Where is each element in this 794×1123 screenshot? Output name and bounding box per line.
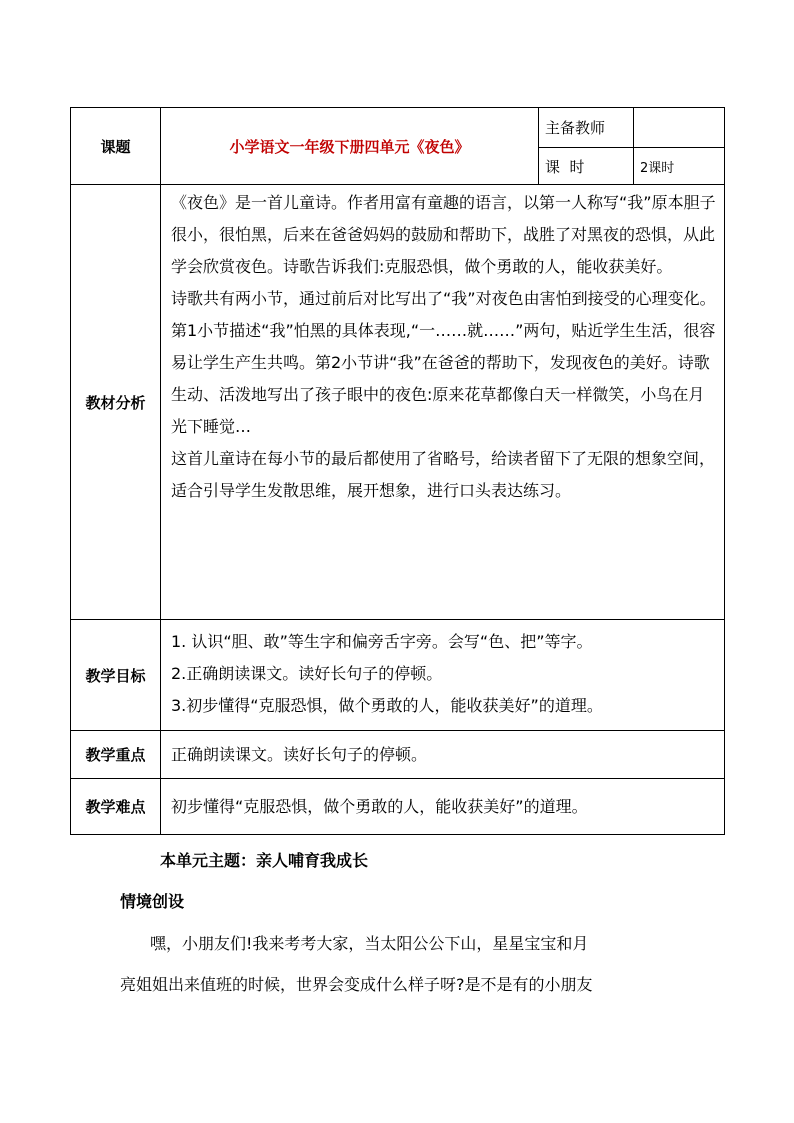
hours-value: 2课时: [634, 148, 725, 185]
analysis-paragraph: 《夜色》是一首儿童诗。作者用富有童趣的语言，以第一人称写“我”原本胆子很小，很怕黑，后来在爸爸妈妈的鼓励和帮助下，战胜了对黑夜的恐惧，从此学会欣赏夜色。诗歌告诉我们:克服恐惧，做个勇敢的人，能收获美好。: [171, 193, 716, 276]
goals-content: [161, 620, 725, 731]
goal-item: 1. 认识“胆、敢”等生字和偏旁舌字旁。会写“色、把”等字。: [171, 632, 593, 651]
unit-theme: 本单元主题：亲人哺育我成长: [160, 851, 369, 870]
teacher-label: 主备教师: [539, 108, 634, 148]
goal-item: 2.正确朗读课文。读好长句子的停顿。: [171, 664, 443, 683]
analysis-paragraph: 诗歌共有两小节，通过前后对比写出了“我”对夜色由害怕到接受的心理变化。第1小节描述“我”怕黑的具体表现,“一……就……”两句，贴近学生生活，很容易让学生产生共鸣。第2小节讲“我”在爸爸的帮助下，发现夜色的美好。诗歌生动、活泼地写出了孩子眼中的夜色:原来花草都像白天一样微笑，小鸟在月光下睡觉…: [171, 289, 716, 436]
difficulty-label: 教学难点: [71, 779, 161, 835]
topic-label: 课题: [71, 108, 161, 185]
goal-item: 3.初步懂得“克服恐惧，做个勇敢的人，能收获美好”的道理。: [171, 696, 603, 715]
key-point-label: 教学重点: [71, 731, 161, 779]
goals-label: 教学目标: [71, 620, 161, 731]
teacher-value: [634, 108, 725, 148]
intro-line-2: 亮姐姐出来值班的时候，世界会变成什么样子呀?是不是有的小朋友: [120, 975, 593, 994]
difficulty-text: 初步懂得“克服恐惧，做个勇敢的人，能收获美好”的道理。: [161, 779, 725, 835]
section-heading: 情境创设: [120, 892, 185, 911]
lesson-plan-table: [70, 107, 725, 835]
key-point-text: 正确朗读课文。读好长句子的停顿。: [161, 731, 725, 779]
analysis-content: [161, 185, 725, 620]
lesson-title: 小学语文一年级下册四单元《夜色》: [161, 108, 539, 185]
hours-label: 课 时: [539, 148, 634, 185]
analysis-label: 教材分析: [71, 185, 161, 620]
analysis-paragraph: 这首儿童诗在每小节的最后都使用了省略号，给读者留下了无限的想象空间，适合引导学生发散思维，展开想象，进行口头表达练习。: [171, 449, 716, 500]
intro-line-1: 嘿，小朋友们!我来考考大家，当太阳公公下山，星星宝宝和月: [150, 934, 589, 953]
